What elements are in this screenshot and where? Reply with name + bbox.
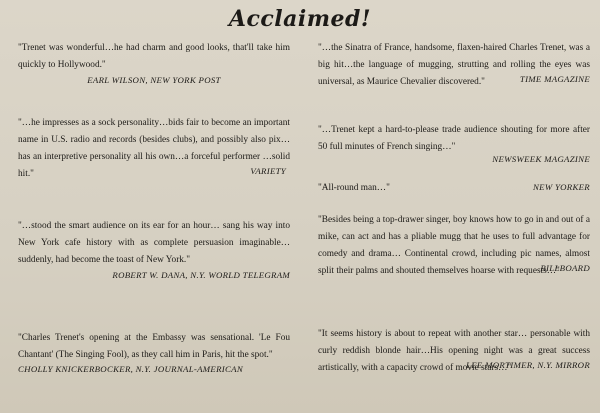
page-title: Acclaimed! (228, 6, 372, 32)
quote-source: EARL WILSON, NEW YORK POST (87, 75, 221, 85)
quote-world-telegram (18, 218, 290, 280)
quote-variety (18, 115, 290, 179)
quote-billboard (318, 212, 590, 276)
quote-source: BILLBOARD (540, 263, 590, 273)
quote-text: "Charles Trenet's opening at the Embassy was sensational. 'Le Fou Chantant' (The Singing Fool), as they call him in Paris, hit the spot." (18, 333, 290, 360)
quote-source: NEW YORKER (532, 182, 590, 192)
quote-time-magazine (318, 40, 590, 87)
quote-text: "…stood the smart audience on its ear for an hour… sang his way into New York cafe history with as complete persuasion imaginable…suddenly, had become the toast of New York." (18, 221, 290, 265)
quote-source: TIME MAGAZINE (519, 74, 590, 84)
quote-text: "…Trenet kept a hard-to-please trade audience shouting for more after 50 full minutes of French singing…" (318, 125, 590, 152)
quote-earl-wilson (18, 40, 290, 85)
quote-mirror (318, 326, 590, 373)
quote-text: "Trenet was wonderful…he had charm and good looks, that'll take him quickly to Hollywood." (18, 43, 290, 70)
quote-source: NEWSWEEK MAGAZINE (492, 154, 590, 164)
quote-journal-american (18, 330, 290, 374)
quote-source: CHOLLY KNICKERBOCKER, N.Y. JOURNAL-AMERICAN (18, 364, 244, 374)
quote-new-yorker (318, 180, 590, 197)
quote-newsweek (318, 122, 590, 164)
quote-source: LEE MORTIMER, N.Y. MIRROR (466, 360, 590, 370)
quote-text: "It seems history is about to repeat with another star… personable with curly reddish blonde hair…His opening night was a great success artistically, with a capacity crowd of movie stars…" (318, 329, 590, 373)
quote-text: "…he impresses as a sock personality…bids fair to become an important name in U.S. radio and records (besides clubs), and possibly also pix…has an interpretive personality all his own…a forceful performer …solid hit." (18, 118, 290, 179)
quote-text: "…the Sinatra of France, handsome, flaxen-haired Charles Trenet, was a big hit…the language of mugging, strutting and rolling the eyes was universal, as Maurice Chevalier discovered." (318, 43, 590, 87)
quote-text: "All-round man…" (318, 183, 390, 193)
quote-source: ROBERT W. DANA, N.Y. WORLD TELEGRAM (112, 270, 290, 280)
quote-source: VARIETY (250, 166, 286, 176)
quote-text: "Besides being a top-drawer singer, boy knows how to go in and out of a mike, can act and has a pliable mugg that he uses to full advantage for comedy and drama… Continental crowd, including pic names, almost split their palms and shouted themselves hoarse with requests…" (318, 215, 590, 276)
